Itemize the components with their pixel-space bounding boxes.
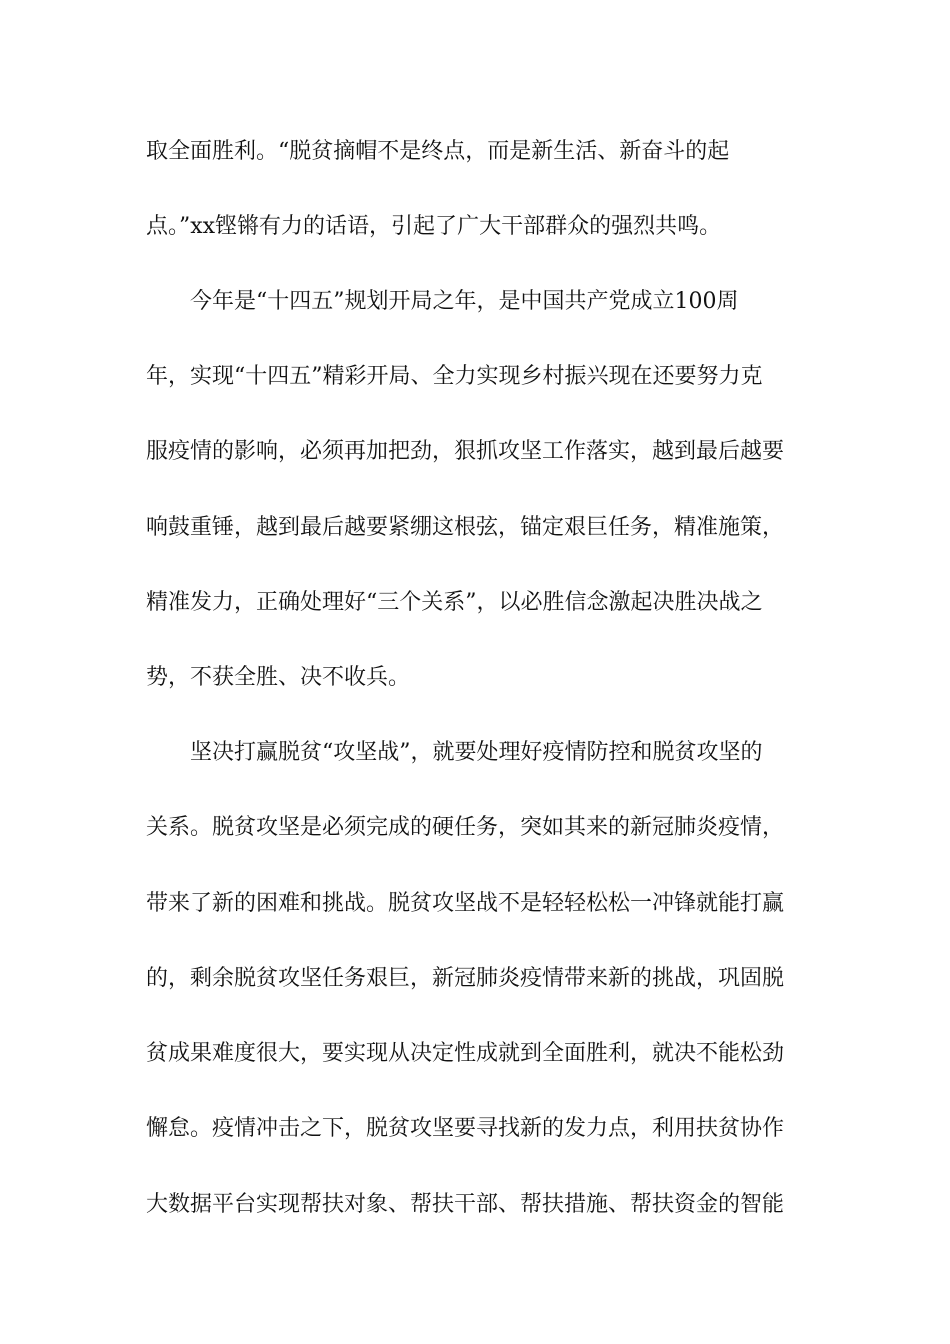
text-line: 关系。脱贫攻坚是必须完成的硬任务，突如其来的新冠肺炎疫情， xyxy=(146,815,785,840)
text-line: 点。”xx铿锵有力的话语，引起了广大干部群众的强烈共鸣。 xyxy=(146,214,722,239)
text-line: 势，不获全胜、决不收兵。 xyxy=(146,665,411,690)
text-line: 贫成果难度很大，要实现从决定性成就到全面胜利，就决不能松劲 xyxy=(146,1041,785,1066)
text-line: 懈怠。疫情冲击之下，脱贫攻坚要寻找新的发力点，利用扶贫协作 xyxy=(146,1116,785,1141)
text-line: 带来了新的困难和挑战。脱贫攻坚战不是轻轻松松一冲锋就能打赢 xyxy=(146,891,785,916)
paragraph-first-line: 今年是“十四五”规划开局之年，是中国共产党成立100周 xyxy=(190,289,739,314)
text-line: 取全面胜利。“脱贫摘帽不是终点，而是新生活、新奋斗的起 xyxy=(146,139,730,164)
text-line: 大数据平台实现帮扶对象、帮扶干部、帮扶措施、帮扶资金的智能 xyxy=(146,1192,785,1217)
text-line: 年，实现“十四五”精彩开局、全力实现乡村振兴现在还要努力克 xyxy=(146,364,763,389)
text-line: 精准发力，正确处理好“三个关系”，以必胜信念激起决胜决战之 xyxy=(146,590,763,615)
text-line: 服疫情的影响，必须再加把劲，狠抓攻坚工作落实，越到最后越要 xyxy=(146,439,785,464)
text-line: 响鼓重锤，越到最后越要紧绷这根弦，锚定艰巨任务，精准施策， xyxy=(146,515,785,540)
text-line: 的，剩余脱贫攻坚任务艰巨，新冠肺炎疫情带来新的挑战，巩固脱 xyxy=(146,966,785,991)
paragraph-first-line: 坚决打赢脱贫“攻坚战”，就要处理好疫情防控和脱贫攻坚的 xyxy=(190,740,763,765)
